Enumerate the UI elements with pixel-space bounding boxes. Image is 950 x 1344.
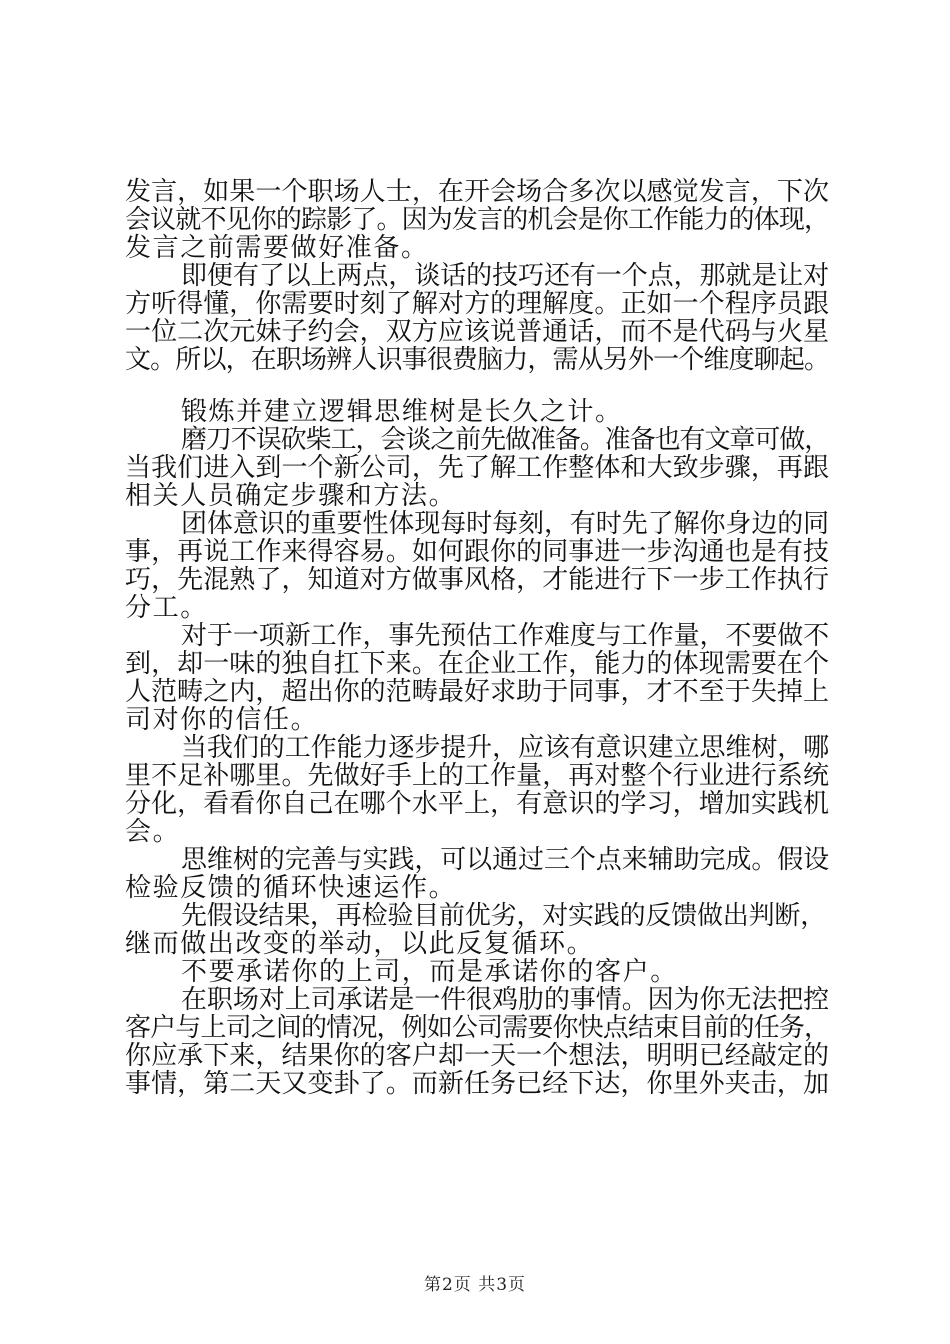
text-line: 继而做出改变的举动，以此反复循环。 (125, 929, 595, 959)
text-line: 到，却一味的独自扛下来。在企业工作，能力的体现需要在个 (125, 649, 829, 679)
text-line: 当我们的工作能力逐步提升，应该有意识建立思维树，哪 (181, 733, 829, 763)
text-line: 客户与上司之间的情况，例如公司需要你快点结束目前的任务， (125, 1013, 829, 1043)
text-line: 思维树的完善与实践，可以通过三个点来辅助完成。假设 (181, 845, 829, 875)
page-number-footer: 第2页 共3页 (423, 1275, 527, 1295)
text-line: 对于一项新工作，事先预估工作难度与工作量，不要做不 (181, 621, 829, 651)
text-line: 当我们进入到一个新公司，先了解工作整体和大致步骤，再跟 (125, 453, 829, 483)
text-line: 即便有了以上两点，谈话的技巧还有一个点，那就是让对 (181, 261, 829, 291)
text-line: 相关人员确定步骤和方法。 (125, 481, 457, 511)
text-line: 会议就不见你的踪影了。因为发言的机会是你工作能力的体现， (125, 205, 829, 235)
text-line: 团体意识的重要性体现每时每刻，有时先了解你身边的同 (181, 509, 829, 539)
text-line: 文。所以，在职场辨人识事很费脑力，需从另外一个维度聊起。 (125, 345, 829, 375)
text-line: 检验反馈的循环快速运作。 (125, 873, 457, 903)
text-line: 发言，如果一个职场人士，在开会场合多次以感觉发言，下次 (125, 177, 829, 207)
text-line: 司对你的信任。 (125, 705, 319, 735)
text-line: 巧，先混熟了，知道对方做事风格，才能进行下一步工作执行 (125, 565, 829, 595)
document-body (125, 178, 829, 1098)
text-line: 里不足补哪里。先做好手上的工作量，再对整个行业进行系统 (125, 761, 829, 791)
section-heading: 不要承诺你的上司，而是承诺你的客户。 (181, 957, 678, 987)
text-line: 分工。 (125, 593, 208, 623)
text-line: 会。 (125, 817, 181, 847)
text-line: 分化，看看你自己在哪个水平上，有意识的学习，增加实践机 (125, 789, 829, 819)
text-line: 磨刀不误砍柴工，会谈之前先做准备。准备也有文章可做， (181, 425, 829, 455)
paragraph-gap (125, 374, 829, 398)
text-line: 你应承下来，结果你的客户却一天一个想法，明明已经敲定的 (125, 1041, 829, 1071)
text-line: 方听得懂，你需要时刻了解对方的理解度。正如一个程序员跟 (125, 289, 829, 319)
text-line: 发言之前需要做好准备。 (125, 233, 429, 263)
text-line: 先假设结果，再检验目前优劣，对实践的反馈做出判断， (181, 901, 827, 931)
text-line: 一位二次元妹子约会，双方应该说普通话，而不是代码与火星 (125, 317, 829, 347)
text-line: 事，再说工作来得容易。如何跟你的同事进一步沟通也是有技 (125, 537, 829, 567)
text-line: 人范畴之内，超出你的范畴最好求助于同事，才不至于失掉上 (125, 677, 829, 707)
text-line: 在职场对上司承诺是一件很鸡肋的事情。因为你无法把控 (181, 985, 829, 1015)
section-heading: 锻炼并建立逻辑思维树是长久之计。 (181, 397, 623, 427)
text-line: 事情，第二天又变卦了。而新任务已经下达，你里外夹击，加 (125, 1069, 829, 1099)
